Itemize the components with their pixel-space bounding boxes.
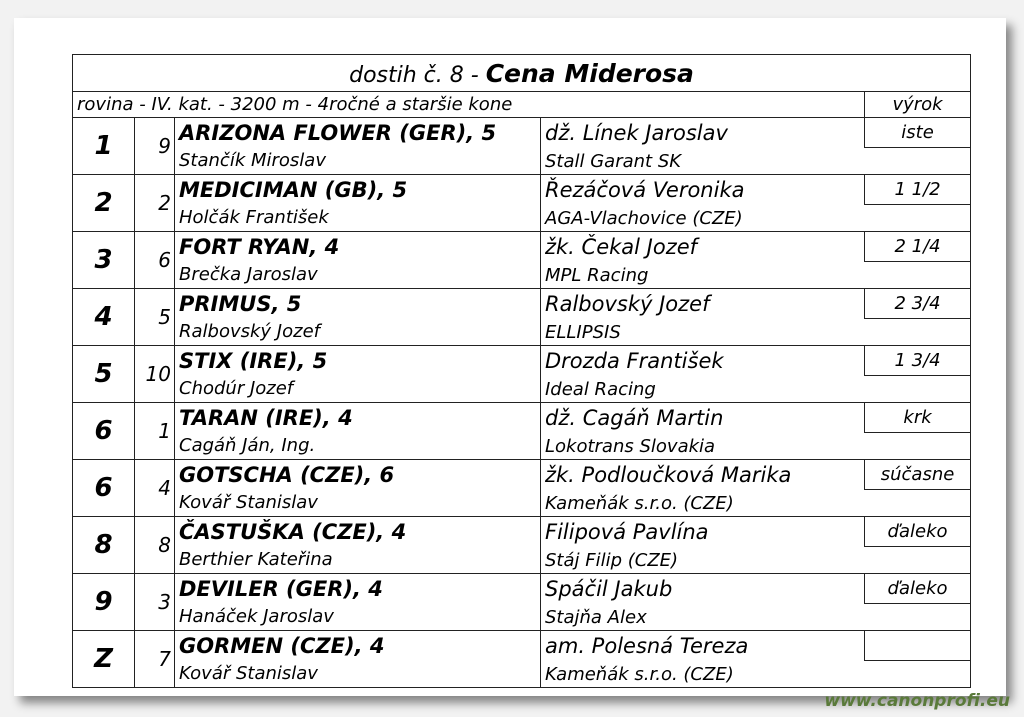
trainer-name: Kovář Stanislav [175, 661, 541, 688]
result-row [73, 232, 971, 262]
saddle-number: 8 [135, 517, 175, 574]
finish-position: 9 [73, 574, 135, 631]
winning-margin: 1 1/2 [865, 175, 971, 205]
results-table [72, 54, 971, 688]
result-info-row [73, 661, 971, 688]
finish-position: 1 [73, 118, 135, 175]
result-info-row [73, 148, 971, 175]
winning-margin [865, 631, 971, 661]
result-info-row [73, 433, 971, 460]
trainer-name: Ralbovský Jozef [175, 319, 541, 346]
owner-name: Lokotrans Slovakia [541, 433, 971, 460]
owner-name: Kameňák s.r.o. (CZE) [541, 661, 971, 688]
race-name: Cena Miderosa [485, 58, 694, 88]
trainer-name: Holčák František [175, 205, 541, 232]
saddle-number: 6 [135, 232, 175, 289]
jockey-name: dž. Cagáň Martin [541, 403, 865, 433]
winning-margin: ďaleko [865, 574, 971, 604]
jockey-name: žk. Podloučková Marika [541, 460, 865, 490]
result-info-row [73, 490, 971, 517]
saddle-number: 7 [135, 631, 175, 688]
jockey-name: žk. Čekal Jozef [541, 232, 865, 262]
horse-name: MEDICIMAN (GB), 5 [175, 175, 541, 205]
jockey-name: Filipová Pavlína [541, 517, 865, 547]
result-row [73, 631, 971, 661]
winning-margin: súčasne [865, 460, 971, 490]
saddle-number: 9 [135, 118, 175, 175]
saddle-number: 10 [135, 346, 175, 403]
saddle-number: 4 [135, 460, 175, 517]
horse-name: GORMEN (CZE), 4 [175, 631, 541, 661]
winning-margin: 2 3/4 [865, 289, 971, 319]
result-row [73, 346, 971, 376]
horse-name: STIX (IRE), 5 [175, 346, 541, 376]
result-info-row [73, 262, 971, 289]
owner-name: Ideal Racing [541, 376, 971, 403]
owner-name: ELLIPSIS [541, 319, 971, 346]
race-number: dostih č. 8 - [349, 62, 486, 88]
margin-header: výrok [865, 92, 971, 118]
saddle-number: 3 [135, 574, 175, 631]
result-row [73, 289, 971, 319]
trainer-name: Chodúr Jozef [175, 376, 541, 403]
finish-position: 3 [73, 232, 135, 289]
finish-position: 4 [73, 289, 135, 346]
owner-name: Stall Garant SK [541, 148, 971, 175]
horse-name: DEVILER (GER), 4 [175, 574, 541, 604]
result-row [73, 460, 971, 490]
horse-name: PRIMUS, 5 [175, 289, 541, 319]
finish-position: 8 [73, 517, 135, 574]
result-row [73, 403, 971, 433]
result-row [73, 517, 971, 547]
trainer-name: Kovář Stanislav [175, 490, 541, 517]
horse-name: FORT RYAN, 4 [175, 232, 541, 262]
winning-margin: 2 1/4 [865, 232, 971, 262]
result-info-row [73, 547, 971, 574]
winning-margin: 1 3/4 [865, 346, 971, 376]
winning-margin: ďaleko [865, 517, 971, 547]
finish-position: 5 [73, 346, 135, 403]
result-row [73, 118, 971, 148]
trainer-name: Brečka Jaroslav [175, 262, 541, 289]
result-sheet [14, 18, 1006, 696]
jockey-name: Drozda František [541, 346, 865, 376]
finish-position: 6 [73, 460, 135, 517]
jockey-name: Řezáčová Veronika [541, 175, 865, 205]
result-info-row [73, 376, 971, 403]
trainer-name: Stančík Miroslav [175, 148, 541, 175]
owner-name: Stajňa Alex [541, 604, 971, 631]
owner-name: Kameňák s.r.o. (CZE) [541, 490, 971, 517]
result-info-row [73, 604, 971, 631]
horse-name: GOTSCHA (CZE), 6 [175, 460, 541, 490]
result-info-row [73, 205, 971, 232]
result-info-row [73, 319, 971, 346]
race-title [73, 55, 971, 92]
horse-name: ČASTUŠKA (CZE), 4 [175, 517, 541, 547]
result-row [73, 574, 971, 604]
saddle-number: 1 [135, 403, 175, 460]
race-conditions: rovina - IV. kat. - 3200 m - 4ročné a staršie kone [73, 92, 865, 118]
winning-margin: krk [865, 403, 971, 433]
trainer-name: Cagáň Ján, Ing. [175, 433, 541, 460]
watermark: www.canonprofi.eu [824, 691, 1010, 711]
finish-position: 2 [73, 175, 135, 232]
owner-name: AGA-Vlachovice (CZE) [541, 205, 971, 232]
owner-name: MPL Racing [541, 262, 971, 289]
finish-position: 6 [73, 403, 135, 460]
jockey-name: am. Polesná Tereza [541, 631, 865, 661]
result-row [73, 175, 971, 205]
trainer-name: Berthier Kateřina [175, 547, 541, 574]
horse-name: TARAN (IRE), 4 [175, 403, 541, 433]
jockey-name: dž. Línek Jaroslav [541, 118, 865, 148]
jockey-name: Ralbovský Jozef [541, 289, 865, 319]
trainer-name: Hanáček Jaroslav [175, 604, 541, 631]
horse-name: ARIZONA FLOWER (GER), 5 [175, 118, 541, 148]
owner-name: Stáj Filip (CZE) [541, 547, 971, 574]
jockey-name: Spáčil Jakub [541, 574, 865, 604]
finish-position: Z [73, 631, 135, 688]
winning-margin: iste [865, 118, 971, 148]
saddle-number: 5 [135, 289, 175, 346]
saddle-number: 2 [135, 175, 175, 232]
